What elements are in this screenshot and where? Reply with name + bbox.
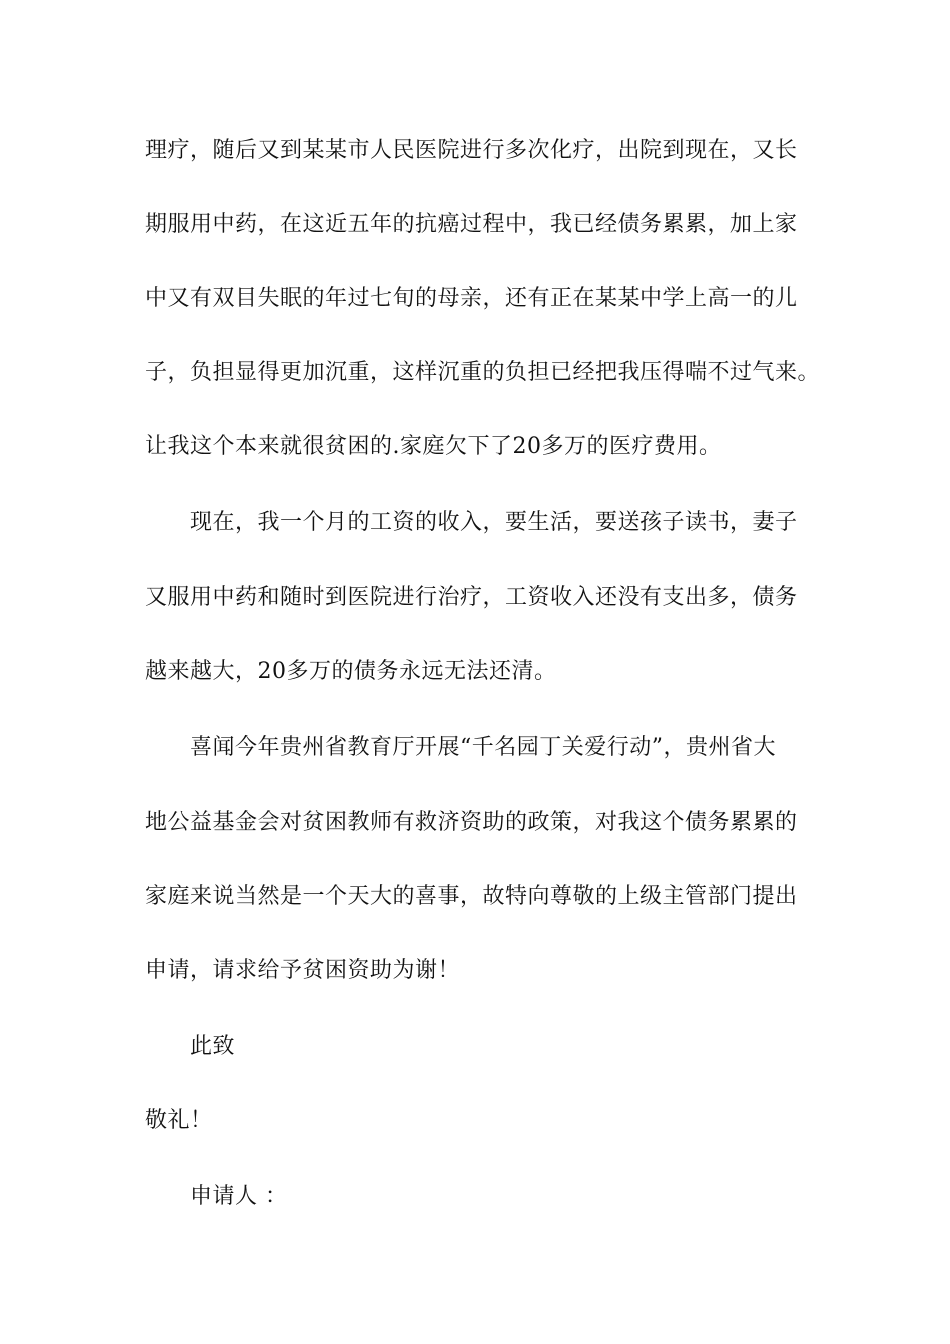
closing-respect: 敬礼！: [145, 1108, 213, 1133]
text-line: 理疗，随后又到某某市人民医院进行多次化疗，出院到现在，又长: [145, 138, 798, 163]
paragraph-start-line: 喜闻今年贵州省教育厅开展“千名园丁关爱行动”，贵州省大: [190, 735, 776, 760]
closing-salutation: 此致: [190, 1034, 236, 1059]
text-line: 中又有双目失眠的年过七旬的母亲，还有正在某某中学上高一的儿: [145, 286, 798, 311]
text-line: 子，负担显得更加沉重，这样沉重的负担已经把我压得喘不过气来。: [145, 360, 821, 385]
paragraph-start-line: 现在，我一个月的工资的收入，要生活，要送孩子读书，妻子: [190, 510, 798, 535]
applicant-signature-label: 申请人 ：: [190, 1184, 288, 1209]
text-line: 越来越大，20多万的债务永远无法还清。: [145, 659, 557, 684]
text-line: 申请，请求给予贫困资助为谢！: [145, 958, 461, 983]
text-line: 让我这个本来就很贫困的.家庭欠下了20多万的医疗费用。: [145, 434, 722, 459]
text-line: 家庭来说当然是一个天大的喜事，故特向尊敬的上级主管部门提出: [145, 884, 798, 909]
text-line: 期服用中药，在这近五年的抗癌过程中，我已经债务累累，加上家: [145, 212, 798, 237]
text-line: 又服用中药和随时到医院进行治疗，工资收入还没有支出多，债务: [145, 585, 798, 610]
text-line: 地公益基金会对贫困教师有救济资助的政策，对我这个债务累累的: [145, 810, 798, 835]
